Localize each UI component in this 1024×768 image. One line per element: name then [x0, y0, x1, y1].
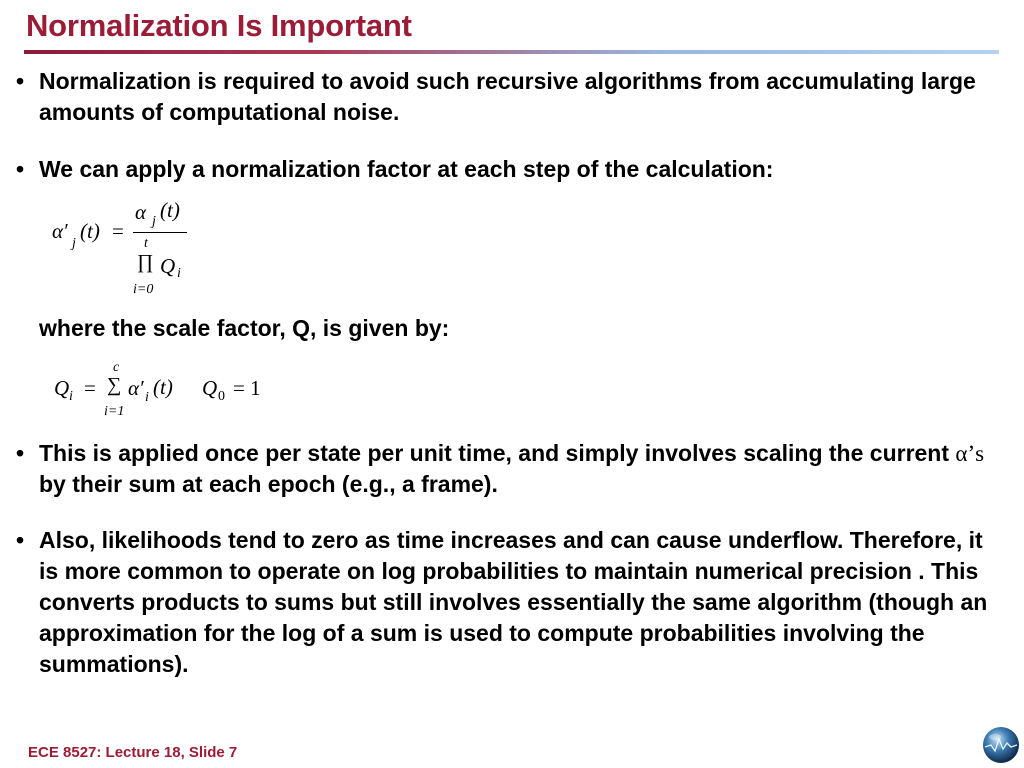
eq1-num-alpha: α: [135, 200, 147, 224]
where-text: where the scale factor, Q, is given by:: [39, 315, 450, 341]
eq1-lhs-alpha: α′: [52, 219, 68, 243]
eq2-sum-upper: c: [113, 360, 120, 375]
eq2-term-sub: i: [145, 390, 149, 405]
bullet-3: [16, 438, 1006, 500]
eq1-prod-lower: i=0: [133, 282, 154, 297]
bullet-dot: •: [16, 68, 25, 94]
eq2-equals: =: [84, 376, 96, 400]
bullet-3-text: [39, 438, 1006, 500]
eq2-term-arg: (t): [153, 375, 173, 399]
eq2-lhs-sub: i: [69, 389, 73, 404]
alpha-symbol: α’s: [955, 441, 985, 466]
eq1-lhs-arg: (t): [80, 219, 100, 243]
eq1-prod-term: Q: [160, 254, 176, 278]
bullet-3-part2: by their sum at each epoch (e.g., a frame).: [39, 471, 498, 497]
bullet-dot: •: [16, 156, 25, 182]
bullet-dot: •: [16, 527, 25, 553]
eq2-term-alpha: α′: [128, 376, 144, 400]
bullet-2: [16, 154, 1006, 185]
bullet-1-text: Normalization is required to avoid such recursive algorithms from accumulating large amounts of computational noise.: [39, 68, 976, 125]
bullet-3-part1: This is applied once per state per unit time, and simply involves scaling the current: [39, 440, 956, 466]
eq1-num-sub: j: [152, 214, 156, 229]
bullet-4: [16, 525, 1006, 680]
bullet-1: [16, 66, 1006, 128]
eq1-prod-upper: t: [144, 236, 148, 251]
eq2-lhs: Q: [54, 376, 70, 400]
title-divider: [24, 50, 999, 54]
where-line: [16, 313, 1006, 344]
fraction-bar: [133, 232, 187, 233]
eq2-q0: Q: [202, 376, 218, 400]
slide-footer: ECE 8527: Lecture 18, Slide 7: [28, 744, 238, 761]
eq1-prod-term-sub: i: [177, 266, 181, 281]
eq1-num-arg: (t): [160, 198, 180, 222]
bullet-4-text: Also, likelihoods tend to zero as time increases and can cause underflow. Therefore, it is more common to operate on log probabilities to maintain numerical precision . This converts products to sums but still involves essentially the same algorithm (though an approximation for the log of a sum is used to compute probabilities involving the summations).: [39, 527, 988, 677]
globe-icon: [981, 725, 1021, 765]
product-symbol: ∏: [137, 251, 154, 273]
summation-symbol: ∑: [107, 374, 122, 396]
eq1-lhs-sub: j: [72, 236, 76, 251]
eq2-sum-lower: i=1: [104, 404, 125, 419]
eq1-equals: =: [112, 219, 124, 243]
bullet-dot: •: [16, 440, 25, 466]
eq2-q0-eq: = 1: [233, 376, 261, 400]
slide-title: Normalization Is Important: [26, 8, 412, 43]
bullet-2-text: We can apply a normalization factor at each step of the calculation:: [39, 156, 774, 182]
eq2-q0-sub: 0: [218, 389, 225, 404]
